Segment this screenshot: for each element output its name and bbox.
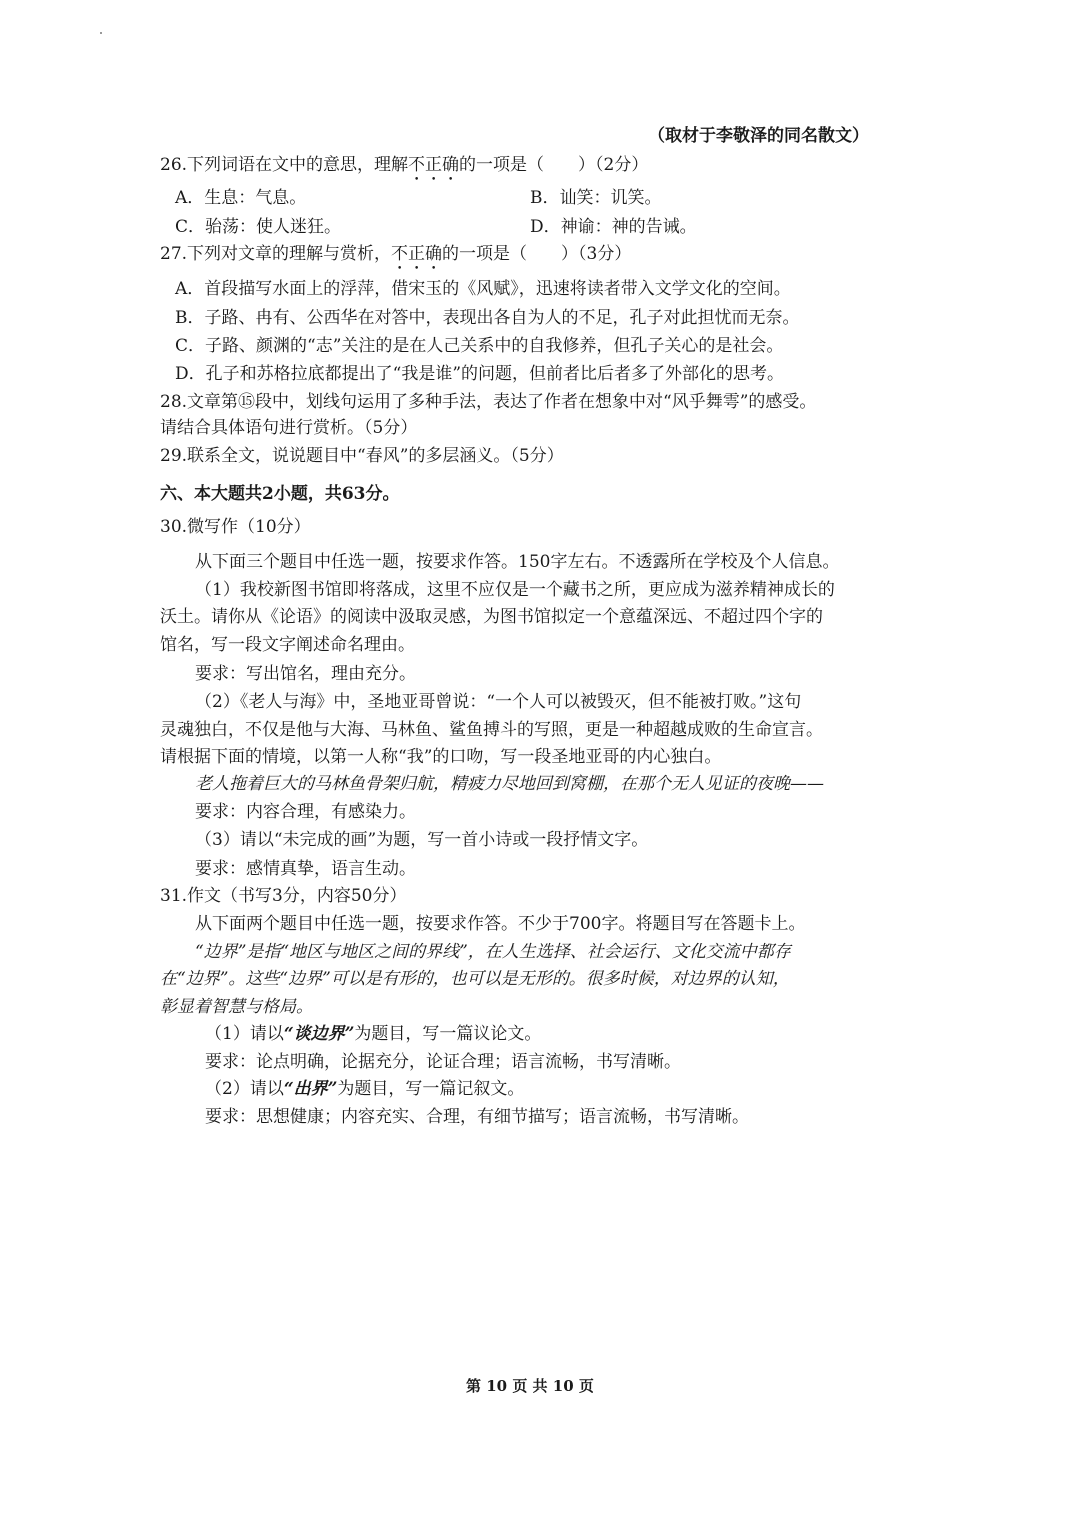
q28-line1: 28.文章第⑮段中，划线句运用了多种手法，表达了作者在想象中对“风乎舞雩”的感受。 [160, 392, 817, 412]
q31-material-line3: 彰显着智慧与格局。 [160, 997, 313, 1017]
q26-stem [160, 153, 648, 185]
q26-stem-post: 的一项是（ ）（2分） [459, 155, 649, 175]
q27-option-a: A．首段描写水面上的浮萍，借宋玉的《风赋》，迅速将读者带入文学文化的空间。 [175, 279, 791, 299]
q30-topic2-scene: 老人拖着巨大的马林鱼骨架归航，精疲力尽地回到窝棚，在那个无人见证的夜晚—— [195, 774, 824, 794]
q27-option-b: B．子路、冉有、公西华在对答中，表现出各自为人的不足，孔子对此担忧而无奈。 [175, 308, 800, 328]
q30-topic2-requirement: 要求：内容合理，有感染力。 [195, 802, 416, 822]
q30-topic2-line1: （2）《老人与海》中，圣地亚哥曾说：“一个人可以被毁灭，但不能被打败。”这句 [195, 692, 802, 712]
q30-topic3: （3）请以“未完成的画”为题，写一首小诗或一段抒情文字。 [195, 830, 649, 850]
q26-option-c: C．骀荡：使人迷狂。 [175, 217, 342, 237]
q27-option-c: C．子路、颜渊的“志”关注的是在人己关系中的自我修养，但孔子关心的是社会。 [175, 336, 784, 356]
q27-stem [160, 242, 631, 274]
q27-stem-post: 的一项是（ ）（3分） [442, 244, 632, 264]
q31-topic2 [205, 1077, 524, 1101]
q26-stem-pre: 26.下列词语在文中的意思，理解 [160, 155, 409, 175]
q31-topic1-title: “谈边界” [283, 1024, 355, 1044]
q31-topic2-pre: （2）请以 [205, 1079, 284, 1099]
q30-topic1-line1: （1）我校新图书馆即将落成，这里不应仅是一个藏书之所，更应成为滋养精神成长的 [195, 580, 835, 600]
q30-topic2-line2: 灵魂独白，不仅是他与大海、马林鱼、鲨鱼搏斗的写照，更是一种超越成败的生命宣言。 [160, 720, 823, 740]
q29: 29.联系全文，说说题目中“春风”的多层涵义。（5分） [160, 446, 564, 466]
q31-topic1-requirement: 要求：论点明确，论据充分，论证合理；语言流畅，书写清晰。 [205, 1052, 681, 1072]
q31-material-line2: 在“边界”。这些“边界”可以是有形的，也可以是无形的。很多时候，对边界的认知， [160, 969, 790, 989]
q30-title: 30.微写作（10分） [160, 517, 311, 537]
q31-topic1 [205, 1022, 541, 1046]
q28-line2: 请结合具体语句进行赏析。（5分） [160, 418, 418, 438]
q30-topic1-line2: 沃土。请你从《论语》的阅读中汲取灵感，为图书馆拟定一个意蕴深远、不超过四个字的 [160, 607, 823, 627]
q30-topic2-line3: 请根据下面的情境，以第一人称“我”的口吻，写一段圣地亚哥的内心独白。 [160, 747, 722, 767]
q30-topic1-requirement: 要求：写出馆名，理由充分。 [195, 664, 416, 684]
q31-intro: 从下面两个题目中任选一题，按要求作答。不少于700字。将题目写在答题卡上。 [195, 914, 806, 934]
q26-option-d: D．神谕：神的告诫。 [530, 217, 697, 237]
q26-option-a: A．生息：气息。 [175, 188, 307, 208]
q31-topic1-post: 为题目，写一篇议论文。 [354, 1024, 542, 1044]
q31-topic2-post: 为题目，写一篇记叙文。 [337, 1079, 525, 1099]
q27-stem-emphasis: 不正确 [391, 244, 443, 264]
section-6-heading: 六、本大题共2小题，共63分。 [160, 484, 400, 504]
q27-stem-pre: 27.下列对文章的理解与赏析， [160, 244, 392, 264]
q30-topic3-requirement: 要求：感情真挚，语言生动。 [195, 859, 416, 879]
q26-option-b: B．讪笑：讥笑。 [530, 188, 662, 208]
q31-topic1-pre: （1）请以 [205, 1024, 284, 1044]
source-note: （取材于李敬泽的同名散文） [648, 126, 869, 146]
q31-topic2-title: “出界” [283, 1079, 338, 1099]
page-footer: 第 10 页 共 10 页 [466, 1377, 594, 1395]
q30-intro: 从下面三个题目中任选一题，按要求作答。150字左右。不透露所在学校及个人信息。 [195, 552, 840, 572]
q31-title: 31.作文（书写3分，内容50分） [160, 886, 407, 906]
q31-material-line1: “边界”是指“地区与地区之间的界线”，在人生选择、社会运行、文化交流中都存 [195, 942, 791, 962]
q30-topic1-line3: 馆名，写一段文字阐述命名理由。 [160, 635, 415, 655]
q31-topic2-requirement: 要求：思想健康；内容充实、合理，有细节描写；语言流畅，书写清晰。 [205, 1107, 749, 1127]
q26-stem-emphasis: 不正确 [408, 155, 460, 175]
scan-speck [100, 32, 102, 34]
q27-option-d: D．孔子和苏格拉底都提出了“我是谁”的问题，但前者比后者多了外部化的思考。 [175, 364, 785, 384]
